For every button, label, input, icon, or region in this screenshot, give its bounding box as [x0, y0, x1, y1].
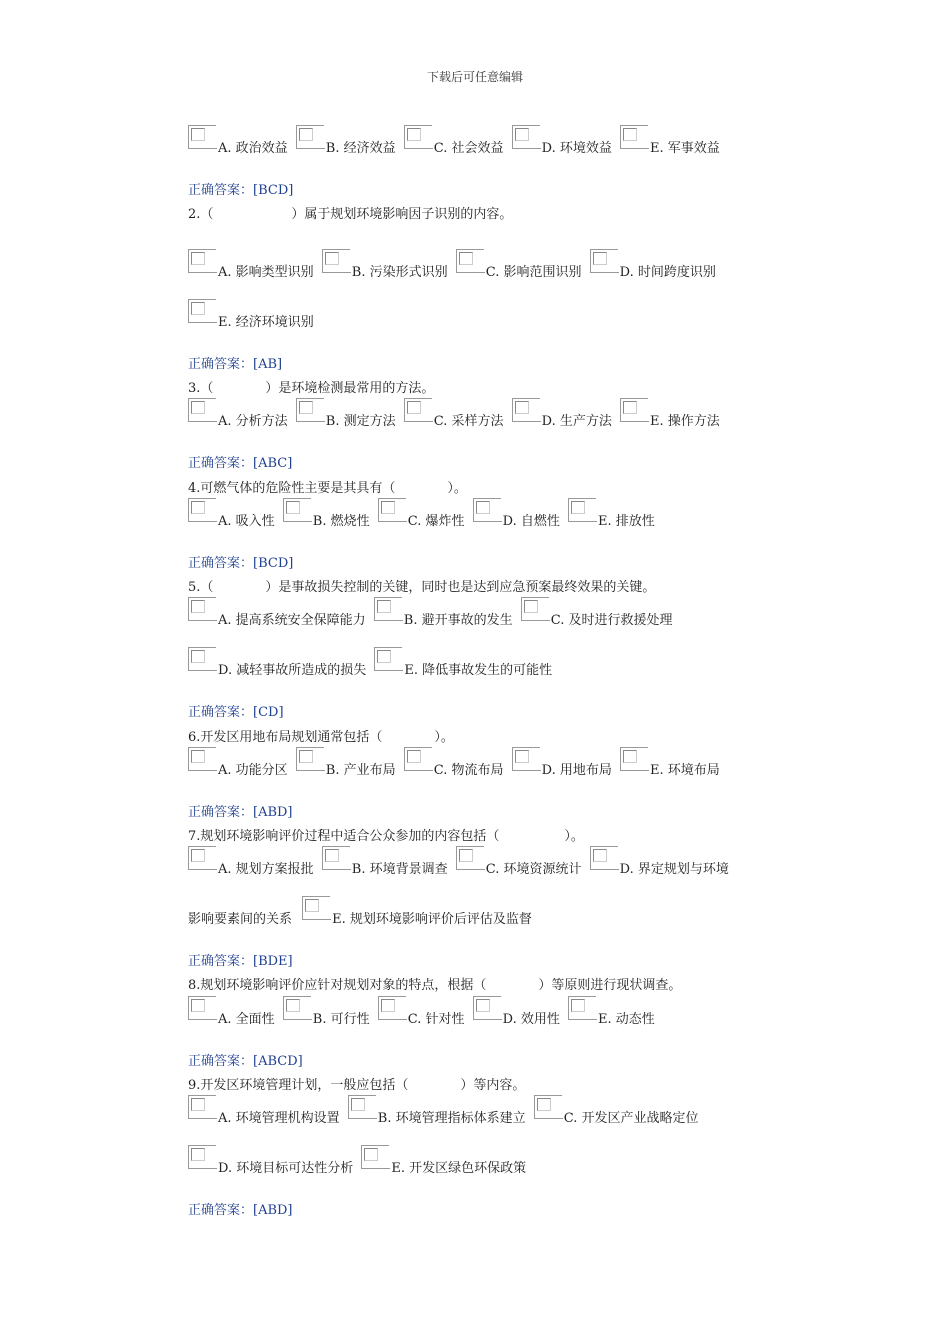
checkbox[interactable]	[568, 498, 596, 522]
q6-option-c[interactable]: C. 物流布局	[404, 747, 504, 777]
q9-options-row2	[188, 1145, 530, 1175]
q4-option-a[interactable]: A. 吸入性	[188, 498, 275, 528]
q8-option-c[interactable]: C. 针对性	[378, 996, 465, 1026]
checkbox[interactable]	[378, 498, 406, 522]
q1-answer: 正确答案：[BCD]	[188, 183, 294, 198]
q1-option-b[interactable]: B. 经济效益	[296, 125, 396, 155]
q5-options-row2	[188, 647, 556, 677]
checkbox[interactable]	[590, 846, 618, 870]
page-header: 下载后可任意编辑	[426, 70, 523, 84]
checkbox[interactable]	[188, 1145, 216, 1169]
checkbox[interactable]	[188, 1095, 216, 1119]
q7-option-b[interactable]: B. 环境背景调查	[322, 846, 448, 876]
q8-option-e[interactable]: E. 动态性	[568, 996, 655, 1026]
q2-option-c[interactable]: C. 影响范围识别	[456, 249, 582, 279]
q2-option-e[interactable]: E. 经济环境识别	[188, 299, 314, 329]
q1-options	[188, 125, 724, 155]
q4-option-b[interactable]: B. 燃烧性	[283, 498, 370, 528]
q7-option-a[interactable]: A. 规划方案报批	[188, 846, 314, 876]
q3-text: 3.（ ）是环境检测最常用的方法。	[188, 381, 435, 396]
q7-option-d-continuation: 影响要素间的关系	[188, 912, 293, 927]
checkbox[interactable]	[188, 747, 216, 771]
checkbox[interactable]	[620, 747, 648, 771]
q3-option-c[interactable]: C. 采样方法	[404, 398, 504, 428]
checkbox[interactable]	[374, 597, 402, 621]
q1-option-d[interactable]: D. 环境效益	[512, 125, 612, 155]
checkbox[interactable]	[188, 846, 216, 870]
q8-option-a[interactable]: A. 全面性	[188, 996, 275, 1026]
q9-option-b[interactable]: B. 环境管理指标体系建立	[348, 1095, 526, 1125]
q3-option-b[interactable]: B. 测定方法	[296, 398, 396, 428]
checkbox[interactable]	[361, 1145, 389, 1169]
q2-answer: 正确答案：[AB]	[188, 357, 283, 372]
checkbox[interactable]	[188, 299, 216, 323]
q7-options-row2	[188, 896, 536, 926]
q4-options	[188, 498, 659, 528]
q8-text: 8.规划环境影响评价应针对规划对象的特点，根据（ ）等原则进行现状调查。	[188, 978, 682, 993]
q3-option-e[interactable]: E. 操作方法	[620, 398, 720, 428]
q8-option-d[interactable]: D. 效用性	[473, 996, 560, 1026]
q6-answer: 正确答案：[ABD]	[188, 805, 293, 820]
q1-option-c[interactable]: C. 社会效益	[404, 125, 504, 155]
checkbox[interactable]	[512, 747, 540, 771]
q5-option-c[interactable]: C. 及时进行救援处理	[521, 597, 673, 627]
checkbox[interactable]	[188, 498, 216, 522]
q5-answer: 正确答案：[CD]	[188, 705, 284, 720]
q6-option-b[interactable]: B. 产业布局	[296, 747, 396, 777]
checkbox[interactable]	[456, 846, 484, 870]
q4-text: 4.可燃气体的危险性主要是其具有（ ）。	[188, 481, 467, 496]
checkbox[interactable]	[188, 597, 216, 621]
checkbox[interactable]	[296, 125, 324, 149]
q6-option-d[interactable]: D. 用地布局	[512, 747, 612, 777]
q7-option-e[interactable]: E. 规划环境影响评价后评估及监督	[302, 896, 532, 926]
checkbox[interactable]	[322, 249, 350, 273]
q9-options-row1	[188, 1095, 703, 1125]
checkbox[interactable]	[283, 996, 311, 1020]
q4-answer: 正确答案：[BCD]	[188, 556, 294, 571]
checkbox[interactable]	[374, 647, 402, 671]
q6-options	[188, 747, 724, 777]
checkbox[interactable]	[473, 996, 501, 1020]
q1-option-e[interactable]: E. 军事效益	[620, 125, 720, 155]
q8-options	[188, 996, 659, 1026]
q8-option-b[interactable]: B. 可行性	[283, 996, 370, 1026]
checkbox[interactable]	[512, 398, 540, 422]
checkbox[interactable]	[302, 896, 330, 920]
q2-options-row1	[188, 249, 720, 279]
q5-option-d[interactable]: D. 减轻事故所造成的损失	[188, 647, 366, 677]
q9-option-c[interactable]: C. 开发区产业战略定位	[534, 1095, 699, 1125]
checkbox[interactable]	[188, 125, 216, 149]
checkbox[interactable]	[456, 249, 484, 273]
q2-options-row2	[188, 299, 318, 329]
q6-text: 6.开发区用地布局规划通常包括（ ）。	[188, 730, 454, 745]
q4-option-d[interactable]: D. 自燃性	[473, 498, 560, 528]
checkbox[interactable]	[378, 996, 406, 1020]
q9-option-a[interactable]: A. 环境管理机构设置	[188, 1095, 340, 1125]
q5-option-e[interactable]: E. 降低事故发生的可能性	[374, 647, 552, 677]
checkbox[interactable]	[590, 249, 618, 273]
q5-option-b[interactable]: B. 避开事故的发生	[374, 597, 513, 627]
q3-options	[188, 398, 724, 428]
checkbox[interactable]	[521, 597, 549, 621]
q8-answer: 正确答案：[ABCD]	[188, 1054, 303, 1069]
q2-option-a[interactable]: A. 影响类型识别	[188, 249, 314, 279]
checkbox[interactable]	[188, 996, 216, 1020]
q4-option-c[interactable]: C. 爆炸性	[378, 498, 465, 528]
q7-answer: 正确答案：[BDE]	[188, 954, 293, 969]
q7-option-c[interactable]: C. 环境资源统计	[456, 846, 582, 876]
q2-option-b[interactable]: B. 污染形式识别	[322, 249, 448, 279]
q2-option-d[interactable]: D. 时间跨度识别	[590, 249, 716, 279]
checkbox[interactable]	[188, 647, 216, 671]
checkbox[interactable]	[348, 1095, 376, 1119]
q3-option-d[interactable]: D. 生产方法	[512, 398, 612, 428]
q7-text: 7.规划环境影响评价过程中适合公众参加的内容包括（ ）。	[188, 829, 584, 844]
q2-text: 2.（ ）属于规划环境影响因子识别的内容。	[188, 207, 513, 222]
q6-option-e[interactable]: E. 环境布局	[620, 747, 720, 777]
checkbox[interactable]	[620, 398, 648, 422]
q9-answer: 正确答案：[ABD]	[188, 1203, 293, 1218]
checkbox[interactable]	[296, 398, 324, 422]
checkbox[interactable]	[404, 747, 432, 771]
checkbox[interactable]	[473, 498, 501, 522]
q5-text: 5.（ ）是事故损失控制的关键，同时也是达到应急预案最终效果的关键。	[188, 580, 656, 595]
q9-text: 9.开发区环境管理计划，一般应包括（ ）等内容。	[188, 1078, 526, 1093]
q5-options-row1	[188, 597, 677, 627]
checkbox[interactable]	[404, 398, 432, 422]
checkbox[interactable]	[296, 747, 324, 771]
checkbox[interactable]	[568, 996, 596, 1020]
checkbox[interactable]	[620, 125, 648, 149]
checkbox[interactable]	[512, 125, 540, 149]
q9-option-e[interactable]: E. 开发区绿色环保政策	[361, 1145, 526, 1175]
checkbox[interactable]	[188, 249, 216, 273]
q3-option-a[interactable]: A. 分析方法	[188, 398, 288, 428]
q1-option-a[interactable]: A. 政治效益	[188, 125, 288, 155]
q7-options-row1	[188, 846, 733, 876]
checkbox[interactable]	[534, 1095, 562, 1119]
checkbox[interactable]	[322, 846, 350, 870]
q5-option-a[interactable]: A. 提高系统安全保障能力	[188, 597, 366, 627]
q4-option-e[interactable]: E. 排放性	[568, 498, 655, 528]
checkbox[interactable]	[404, 125, 432, 149]
q6-option-a[interactable]: A. 功能分区	[188, 747, 288, 777]
q3-answer: 正确答案：[ABC]	[188, 456, 293, 471]
checkbox[interactable]	[188, 398, 216, 422]
q7-option-d[interactable]: D. 界定规划与环境	[590, 846, 729, 876]
q9-option-d[interactable]: D. 环境目标可达性分析	[188, 1145, 353, 1175]
checkbox[interactable]	[283, 498, 311, 522]
